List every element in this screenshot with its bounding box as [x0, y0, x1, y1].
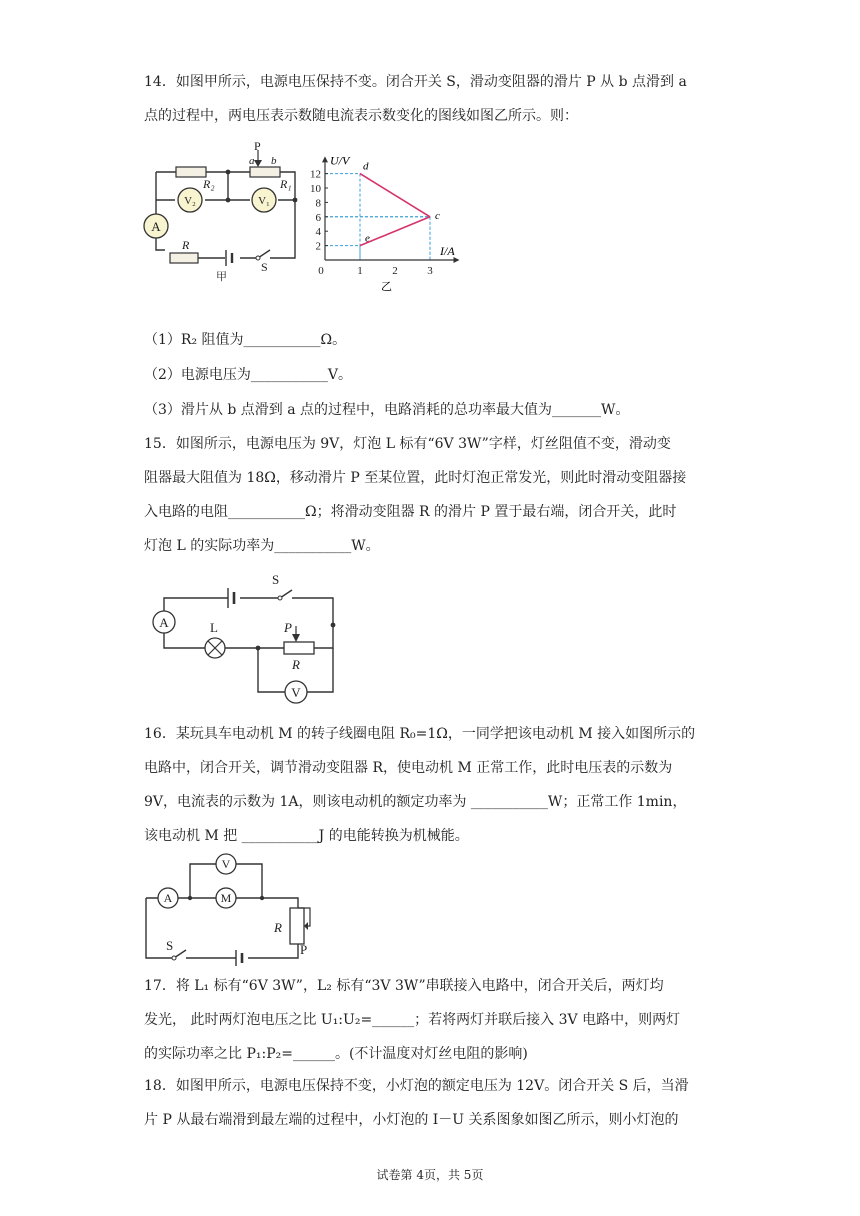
q15-line1: 15．如图所示，电源电压为 9V，灯泡 L 标有“6V 3W”字样，灯丝阻值不变，滑动变: [144, 436, 671, 452]
r1-rheostat: [250, 167, 280, 177]
q18-line2: 片 P 从最右端滑到最左端的过程中，小灯泡的 I－U 关系图象如图乙所示，则小灯泡的: [144, 1112, 679, 1128]
x-axis-label: I/A: [440, 244, 455, 258]
switch-icon: [278, 596, 282, 600]
label-s: S: [166, 938, 174, 953]
caption-jia: 甲: [216, 271, 227, 283]
caption-yi: 乙: [381, 281, 392, 293]
q16-line4: 该电动机 M 把 ___________J 的电能转换为机械能。: [144, 828, 469, 844]
label-a: A: [159, 615, 169, 630]
x-tick-label: 1: [357, 265, 363, 277]
q14-line2: 点的过程中，两电压表示数随电流表示数变化的图线如图乙所示。则：: [144, 108, 578, 124]
q15-line2: 阻器最大阻值为 18Ω，移动滑片 P 至某位置，此时灯泡正常发光，则此时滑动变阻器接: [144, 470, 687, 486]
point-e-label: e: [365, 232, 370, 245]
label-l: L: [210, 620, 218, 635]
label-v1: V₁: [258, 195, 270, 207]
switch-icon: [256, 256, 260, 260]
label-p: P: [300, 942, 308, 957]
q16-circuit-diagram: [140, 850, 330, 965]
label-v2: V₂: [184, 195, 196, 207]
q16-line2: 电路中，闭合开关，调节滑动变阻器 R，使电动机 M 正常工作，此时电压表的示数为: [144, 760, 673, 776]
y-tick-label: 8: [315, 197, 321, 210]
point-d-label: d: [363, 160, 369, 173]
q15-line4: 灯泡 L 的实际功率为___________W。: [144, 538, 380, 554]
switch-icon: [172, 956, 176, 960]
label-p: P: [254, 139, 261, 153]
r-resistor: [170, 253, 198, 263]
point-c-label: c: [435, 209, 440, 222]
q14-sub3: （3）滑片从 b 点滑到 a 点的过程中，电路消耗的总功率最大值为_______W。: [144, 402, 630, 418]
q14-sub2: （2）电源电压为___________V。: [144, 367, 353, 383]
q17-line2: 发光， 此时两灯泡电压之比 U₁:U₂=______；若将两灯并联后接入 3V 电路中，则两灯: [144, 1012, 681, 1028]
rheostat-r: [290, 908, 304, 944]
label-a: a: [249, 155, 255, 167]
x-tick-label: 3: [427, 265, 433, 277]
label-r: R: [274, 920, 282, 935]
y-tick-label: 10: [310, 183, 321, 195]
label-v: V: [291, 685, 301, 700]
q14-line1: 14．如图甲所示，电源电压保持不变。闭合开关 S，滑动变阻器的滑片 P 从 b 点滑到 a: [144, 74, 687, 90]
y-tick-label: 2: [315, 240, 321, 253]
label-b: b: [271, 155, 277, 167]
label-m: M: [220, 891, 232, 905]
series-line-1: [360, 217, 430, 246]
y-tick-label: 12: [310, 168, 321, 181]
label-r: R: [292, 657, 300, 672]
label-s: S: [272, 572, 280, 587]
q14-graph: [298, 140, 468, 293]
q17-line3: 的实际功率之比 P₁:P₂=______。(不计温度对灯丝电阻的影响): [144, 1046, 528, 1062]
label-s: S: [261, 260, 268, 274]
label-r2: R₂: [203, 177, 215, 191]
x-tick-label: 0: [318, 265, 324, 277]
y-tick-label: 6: [315, 211, 321, 224]
label-ammeter: A: [151, 219, 161, 234]
q15-circuit-diagram: [140, 570, 350, 710]
q16-line1: 16．某玩具车电动机 M 的转子线圈电阻 R₀=1Ω，一同学把该电动机 M 接入如图所示的: [144, 726, 696, 742]
x-tick-label: 2: [392, 265, 398, 277]
q14-sub1: （1）R₂ 阻值为___________Ω。: [144, 332, 347, 348]
y-axis-arrow-icon: [322, 156, 328, 162]
label-p: P: [284, 620, 292, 635]
y-tick-label: 4: [315, 226, 321, 239]
r2-resistor: [176, 167, 206, 177]
label-v: V: [221, 857, 231, 871]
q16-line3: 9V，电流表的示数为 1A，则该电动机的额定功率为 ___________W；正常工作 1min，: [144, 794, 687, 810]
series-line-0: [360, 174, 430, 217]
label-r: R: [182, 238, 190, 252]
q18-line1: 18．如图甲所示，电源电压保持不变，小灯泡的额定电压为 12V。闭合开关 S 后，当滑: [144, 1078, 689, 1094]
q14-circuit-diagram: [140, 140, 290, 285]
label-r1: R₁: [280, 177, 292, 191]
y-axis-label: U/V: [330, 153, 350, 168]
q15-line3: 入电路的电阻___________Ω；将滑动变阻器 R 的滑片 P 置于最右端，闭合开关，此时: [144, 504, 677, 520]
rheostat-r: [284, 642, 314, 654]
q17-line1: 17．将 L₁ 标有“6V 3W”，L₂ 标有“3V 3W”串联接入电路中，闭合开关后，两灯均: [144, 978, 664, 994]
page-footer: 试卷第 4页，共 5页: [376, 1168, 484, 1182]
label-a: A: [163, 891, 173, 905]
